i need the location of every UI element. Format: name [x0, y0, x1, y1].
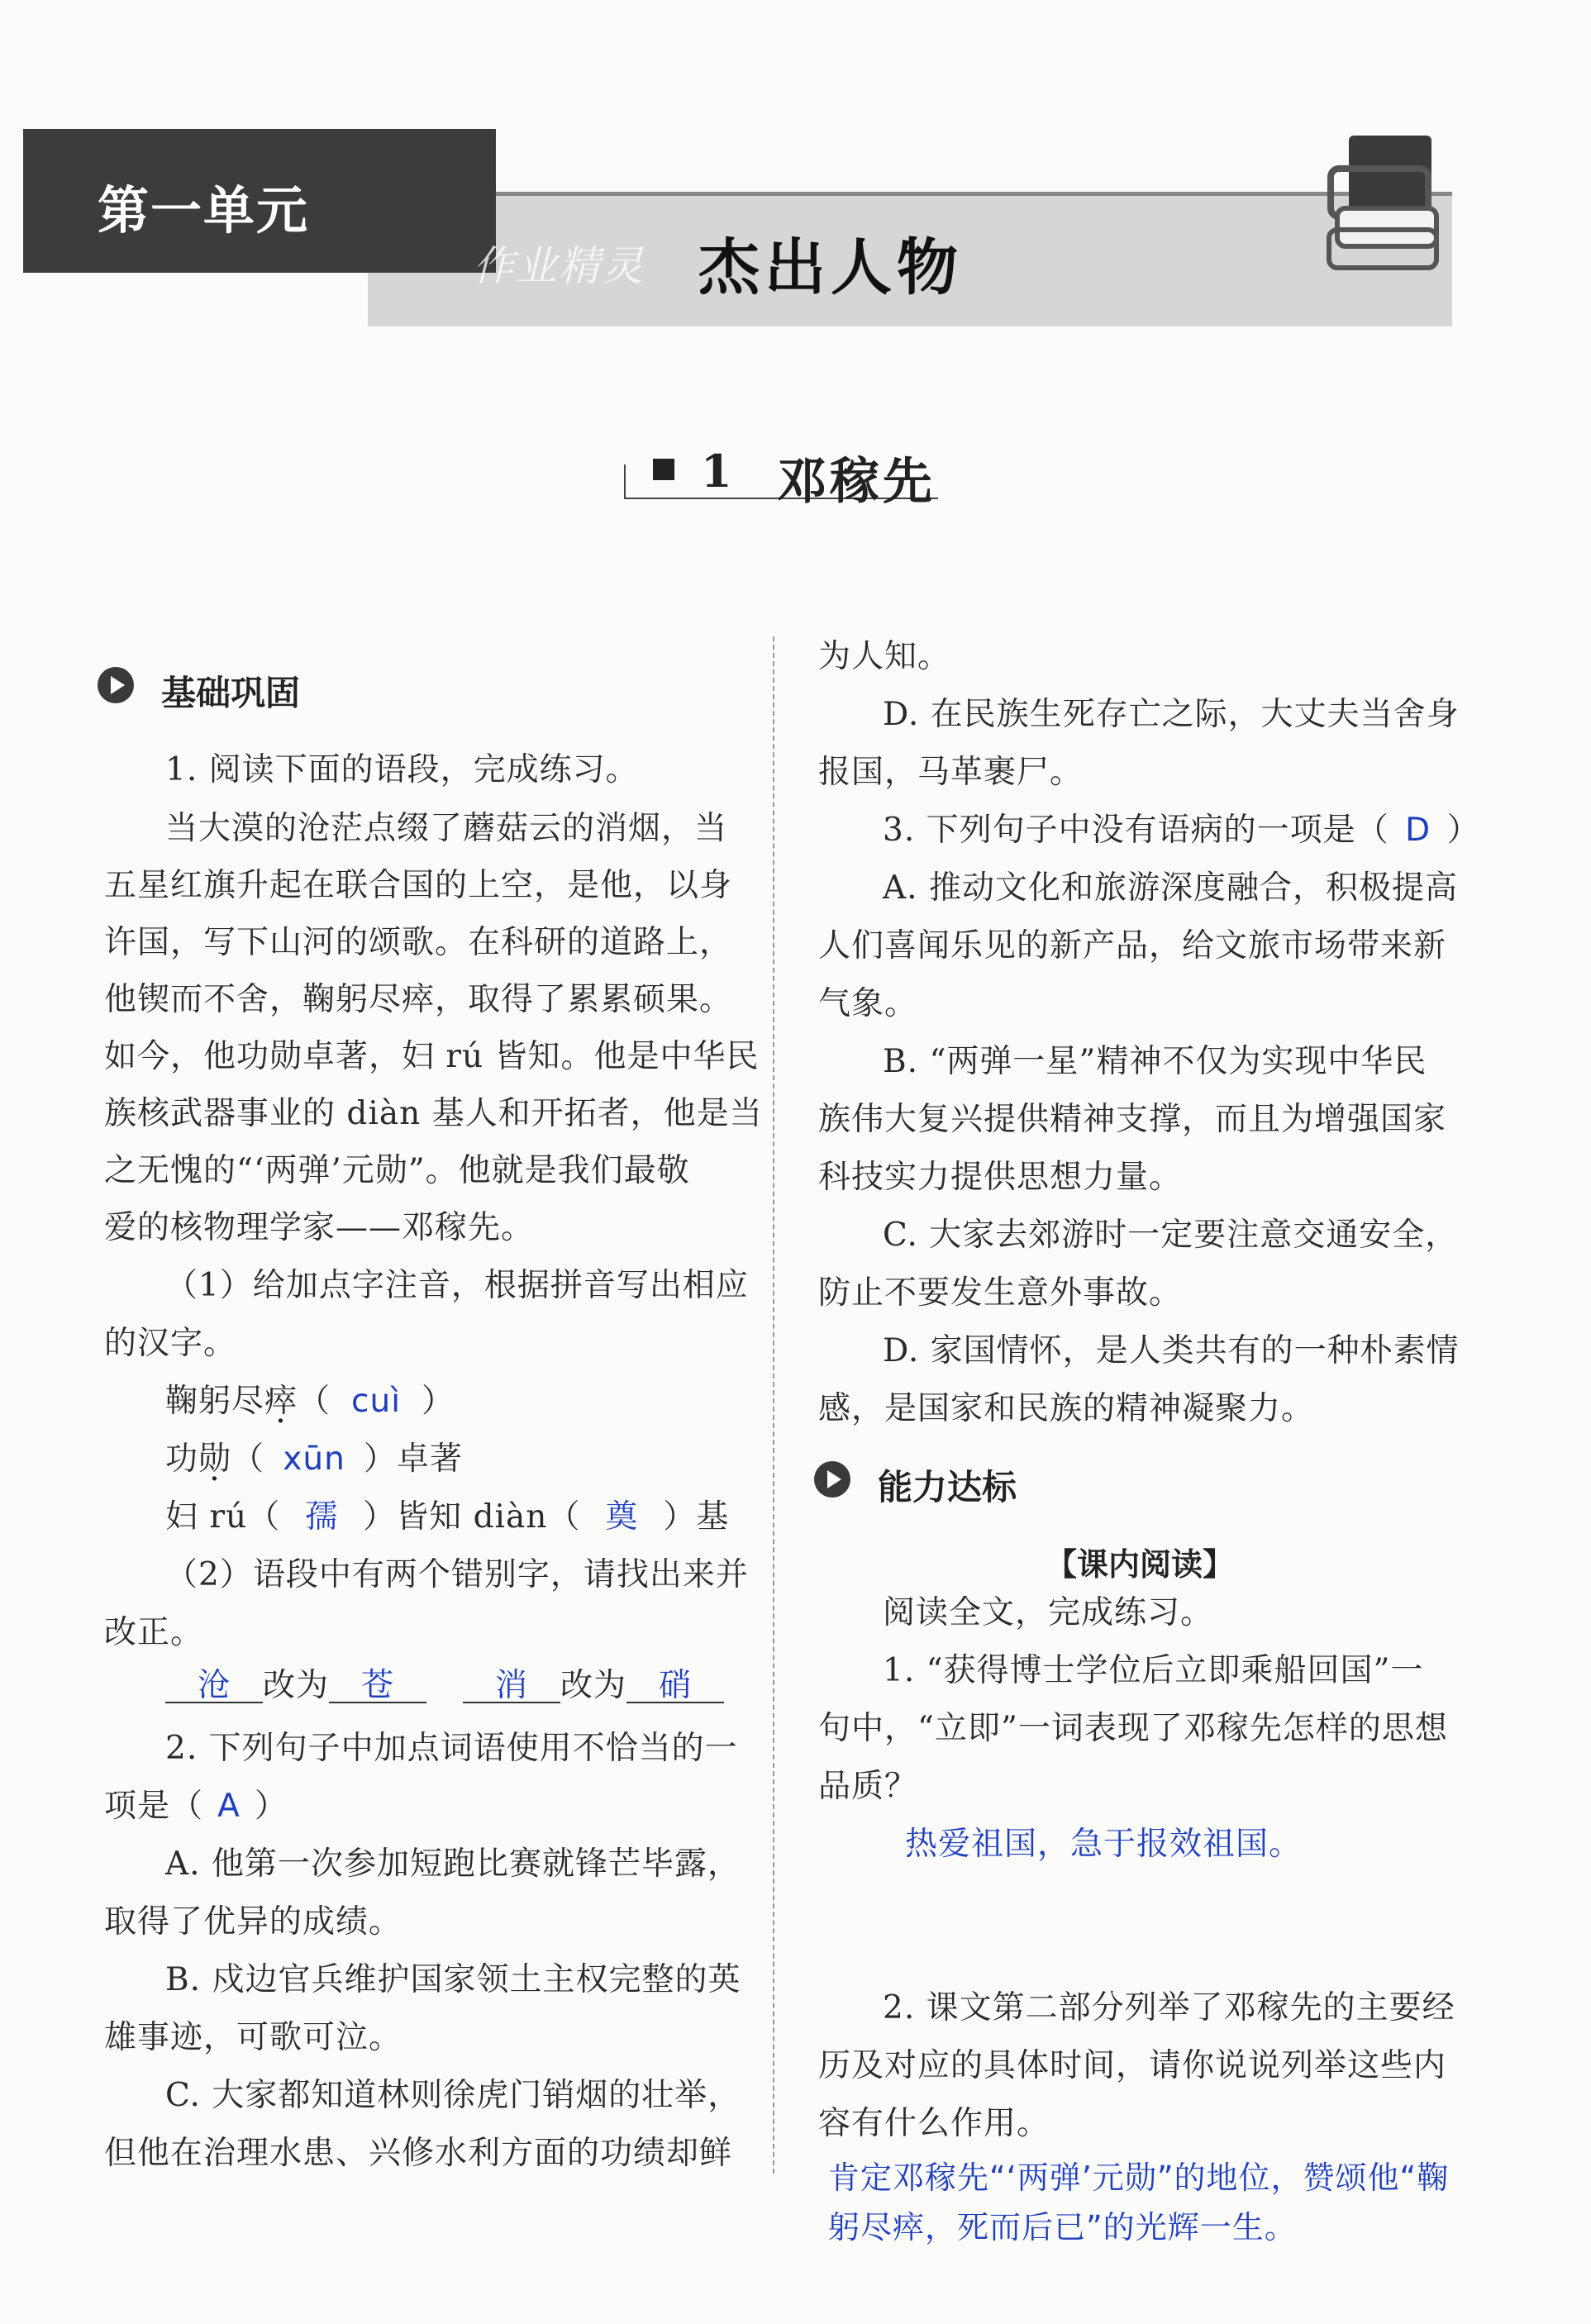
q1-1-item-1	[165, 1383, 455, 1420]
unit-label: 第一单元	[98, 180, 310, 240]
q3-stem-close: ）	[1446, 812, 1480, 849]
column-divider	[773, 636, 774, 2174]
section-title-basic: 基础巩固	[161, 673, 301, 713]
q3-option: 人们喜闻乐见的新产品，给文旅市场带来新	[818, 927, 1447, 964]
q2-stem-close: ）	[255, 1788, 288, 1825]
rq1-stem: 品质？	[818, 1768, 918, 1805]
q3-option: 族伟大复兴提供精神支撑，而且为增强国家	[818, 1101, 1447, 1138]
paren: ）卓著	[364, 1441, 464, 1478]
q3-option: 防止不要发生意外事故。	[818, 1274, 1183, 1312]
q1-1-stem: 的汉字。	[104, 1325, 237, 1362]
answer-right-2: 硝	[626, 1669, 724, 1703]
rq1-stem: 句中，“立即”一词表现了邓稼先怎样的思想	[818, 1710, 1448, 1747]
title-bullet-icon	[653, 459, 674, 480]
dotted-char: 勋	[198, 1441, 232, 1478]
passage-line: 五星红旗升起在联合国的上空，是他，以身	[104, 867, 733, 904]
paren: （	[231, 1441, 265, 1478]
q2-option: 但他在治理水患、兴修水利方面的功绩却鲜	[104, 2135, 733, 2172]
answer-cui: cuì	[351, 1383, 402, 1420]
q2-option: 报国，马革裹尸。	[818, 754, 1084, 791]
q3-option: C. 大家去郊游时一定要注意交通安全，	[883, 1217, 1459, 1254]
q2-option: D. 在民族生死存亡之际，大丈夫当舍身	[883, 696, 1460, 733]
passage-line: 之无愧的“‘两弹’元勋”。他就是我们最敬	[104, 1152, 690, 1189]
q3-stem-text: 3. 下列句子中没有语病的一项是（	[883, 812, 1389, 849]
answer-wrong-2: 消	[463, 1669, 560, 1703]
q3-option: 感，是国家和民族的精神凝聚力。	[818, 1390, 1315, 1427]
q2-option-cont: 为人知。	[818, 638, 951, 675]
reading-intro: 阅读全文，完成练习。	[883, 1594, 1214, 1631]
q1-stem: 1. 阅读下面的语段，完成练习。	[165, 751, 639, 788]
q2-option: 雄事迹，可歌可泣。	[104, 2019, 403, 2056]
books-icon	[1314, 132, 1455, 281]
word-text: 妇 rú（	[165, 1498, 281, 1536]
rq1-stem: 1. “获得博士学位后立即乘船回国”一	[883, 1652, 1424, 1689]
answer-right-1: 苍	[329, 1669, 426, 1703]
q3-option: 气象。	[818, 985, 918, 1022]
answer-dian: 奠	[605, 1498, 639, 1536]
passage-line: 许国，写下山河的颂歌。在科研的道路上，	[104, 924, 733, 961]
q2-option: A. 他第一次参加短跑比赛就锋芒毕露，	[165, 1845, 741, 1883]
q1-2-stem: （2）语段中有两个错别字，请找出来并	[165, 1556, 749, 1593]
rq2-answer: 肯定邓稼先“‘两弹’元勋”的地位，赞颂他“鞠	[828, 2160, 1450, 2196]
rq1-answer: 热爱祖国，急于报效祖国。	[905, 1826, 1303, 1863]
title-bracket	[624, 464, 626, 499]
watermark: 作业精灵	[473, 242, 645, 290]
paren: （	[298, 1383, 331, 1420]
section-play-icon	[98, 667, 134, 703]
answer-ru: 孺	[305, 1498, 339, 1536]
q3-option: B. “两弹一星”精神不仅为实现中华民	[883, 1043, 1427, 1080]
q3-option: A. 推动文化和旅游深度融合，积极提高	[883, 869, 1458, 907]
q2-stem: 2. 下列句子中加点词语使用不恰当的一	[165, 1730, 738, 1767]
passage-line: 当大漠的沧茫点缀了蘑菇云的消烟，当	[165, 810, 728, 847]
lesson-title: 邓稼先	[777, 453, 936, 511]
passage-line: 爱的核物理学家——邓稼先。	[104, 1209, 535, 1246]
answer-wrong-1: 沧	[165, 1669, 263, 1703]
q2-stem-text: 项是（	[104, 1788, 204, 1825]
q3-option: D. 家国情怀，是人类共有的一种朴素情	[883, 1332, 1460, 1369]
q2-option: B. 戍边官兵维护国家领土主权完整的英	[165, 1961, 741, 1998]
word-text: ）皆知 diàn（	[363, 1498, 581, 1536]
word-text: 功	[165, 1441, 199, 1478]
q1-2-answers	[165, 1669, 724, 1703]
q1-1-item-2	[165, 1441, 464, 1478]
q1-1-item-3	[165, 1498, 730, 1536]
passage-line: 他锲而不舍，鞠躬尽瘁，取得了累累硕果。	[104, 981, 733, 1018]
change-label: 改为	[263, 1667, 330, 1704]
rq2-stem: 2. 课文第二部分列举了邓稼先的主要经	[883, 1989, 1455, 2026]
q2-answer: A	[217, 1788, 241, 1825]
q2-stem-2	[104, 1788, 288, 1825]
subsection-title: 【课内阅读】	[1046, 1546, 1235, 1583]
rq2-answer: 躬尽瘁，死而后已”的光辉一生。	[828, 2209, 1297, 2245]
topic-title: 杰出人物	[698, 232, 963, 303]
q3-option: 科技实力提供思想力量。	[818, 1159, 1183, 1196]
q2-option: 取得了优异的成绩。	[104, 1903, 403, 1941]
passage-line: 如今，他功勋卓著，妇 rú 皆知。他是中华民	[104, 1038, 760, 1075]
q2-option: C. 大家都知道林则徐虎门销烟的壮举，	[165, 2077, 741, 2114]
section-title-ability: 能力达标	[878, 1467, 1017, 1507]
q3-answer: D	[1405, 812, 1431, 849]
rq2-stem: 历及对应的具体时间，请你说说列举这些内	[818, 2047, 1447, 2084]
lesson-number: 1	[701, 445, 732, 498]
dotted-char: 瘁	[264, 1383, 298, 1420]
section-play-icon	[814, 1461, 850, 1498]
change-label: 改为	[560, 1667, 627, 1704]
paren: ）	[422, 1383, 455, 1420]
word-text: 鞠躬尽	[165, 1383, 265, 1420]
word-text: ）基	[663, 1498, 730, 1536]
q1-1-stem: （1）给加点字注音，根据拼音写出相应	[165, 1267, 749, 1304]
q1-2-stem: 改正。	[104, 1614, 204, 1651]
q3-stem	[883, 812, 1480, 849]
answer-xun: xūn	[283, 1441, 345, 1478]
passage-line: 族核武器事业的 diàn 基人和开拓者，他是当	[104, 1095, 763, 1132]
rq2-stem: 容有什么作用。	[818, 2105, 1050, 2142]
